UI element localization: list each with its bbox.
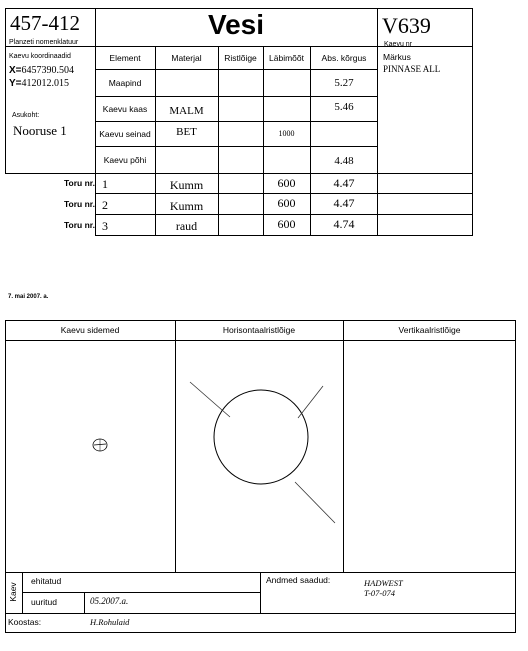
well-number-label: Kaevu nr [384,41,413,48]
table-row-material: MALM [169,104,204,117]
table-row-element: Kaevu põhi [103,154,147,165]
location-label: Asukoht: [12,112,40,119]
col-header-cross-section: Ristlõige [224,53,257,63]
table-row-element: Kaevu kaas [102,103,148,114]
nomenclature: 457-412 [10,11,80,35]
pipe-line-2 [298,386,323,418]
table-row-element: Kaevu seinad [99,128,151,139]
table-row-diameter: 1000 [278,129,295,138]
pipe-material: Kumm [169,199,204,213]
remarks-label: Märkus [383,52,411,62]
coord-x-prefix: X= [9,65,22,76]
side-label-kaev: Kaev [8,582,18,602]
coord-y-value: 412012.015 [21,78,70,89]
coord-y-prefix: Y= [9,78,22,89]
col-header-diameter: Läbimõõt [269,53,304,63]
nomenclature-label: Planzeti nomenklatuur [9,39,79,46]
well-number: V639 [382,13,431,38]
pipe-nr: 3 [102,219,108,233]
connections-sketch [85,430,115,460]
pipe-line-1 [190,382,230,417]
date-note: 7. mai 2007. a. [8,294,49,300]
coord-y [9,78,69,89]
table-row-height: 4.48 [334,154,354,167]
data-from-value-2: T-07-074 [364,588,396,598]
page-title: Vesi [207,9,265,40]
compiler-label: Koostas: [8,617,42,627]
pipe-diameter: 600 [277,217,296,231]
coord-x [9,65,74,76]
pipe-label: Toru nr. [63,178,95,188]
panel-title-vertical: Vertikaalristlõige [398,325,461,335]
table-row-height: 5.27 [334,76,354,89]
built-label: ehitatud [31,576,62,586]
pipe-height: 4.47 [333,196,355,210]
col-header-material: Materjal [171,53,202,63]
surveyed-label: uuritud [31,597,57,607]
col-header-abs-height: Abs. kõrgus [321,53,367,63]
panel-title-connections: Kaevu sidemed [60,325,120,335]
data-from-value-1: HADWEST [364,578,403,588]
compiler-value: H.Rohulaid [90,617,130,627]
surveyed-value: 05.2007.a. [90,596,129,606]
pipe-diameter: 600 [277,196,296,210]
remarks-value: PINNASE ALL [383,64,441,74]
pipe-height: 4.47 [333,175,355,190]
table-row-material: BET [176,126,197,138]
pipe-label: Toru nr. [63,198,95,209]
coord-x-value: 6457390.504 [21,65,75,76]
pipe-nr: 2 [102,198,108,212]
coords-label: Kaevu koordinaadid [9,53,71,60]
pipe-material: Kumm [169,177,204,192]
panel-title-horizontal: Horisontaalristlõige [222,325,296,335]
col-header-element: Element [109,53,141,63]
table-row-element: Maapind [108,77,142,88]
location-value: Nooruse 1 [13,123,67,138]
pipe-label: Toru nr. [63,219,95,230]
pipe-height: 4.74 [333,217,355,231]
horizontal-section-sketch [175,340,343,572]
well-circle-icon [214,390,308,484]
pipe-diameter: 600 [277,175,296,190]
table-row-height: 5.46 [334,101,354,113]
pipe-nr: 1 [102,176,108,191]
data-from-label: Andmed saadud: [266,575,331,585]
pipe-line-3 [295,482,335,523]
pipe-material: raud [175,219,198,233]
